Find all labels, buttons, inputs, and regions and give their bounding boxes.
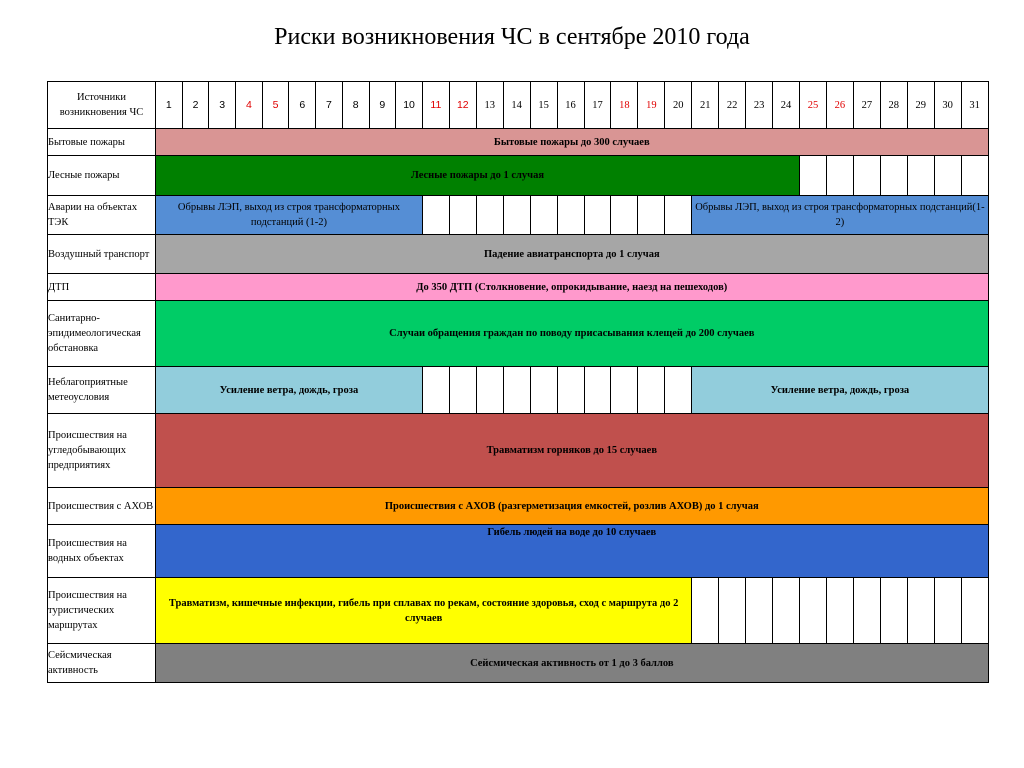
row-source-label: Происшествия на туристических маршрутах bbox=[48, 578, 156, 644]
empty-day-cell bbox=[853, 578, 880, 644]
empty-day-cell bbox=[934, 156, 961, 196]
day-header-11: 11 bbox=[422, 82, 449, 129]
risk-bar: Лесные пожары до 1 случая bbox=[156, 156, 800, 196]
empty-day-cell bbox=[746, 578, 773, 644]
day-header-15: 15 bbox=[530, 82, 557, 129]
table-row bbox=[48, 488, 989, 525]
table-row bbox=[48, 525, 989, 578]
table-row bbox=[48, 235, 989, 274]
empty-day-cell bbox=[665, 196, 692, 235]
day-header-19: 19 bbox=[638, 82, 665, 129]
table-row bbox=[48, 414, 989, 488]
day-header-13: 13 bbox=[476, 82, 503, 129]
risk-bar: Гибель людей на воде до 10 случаев bbox=[156, 525, 989, 578]
table-row bbox=[48, 367, 989, 414]
day-header-12: 12 bbox=[449, 82, 476, 129]
day-header-17: 17 bbox=[584, 82, 611, 129]
day-header-5: 5 bbox=[262, 82, 289, 129]
table-row bbox=[48, 578, 989, 644]
row-source-label: Происшествия на водных объектах bbox=[48, 525, 156, 578]
row-source-label: Лесные пожары bbox=[48, 156, 156, 196]
empty-day-cell bbox=[530, 367, 557, 414]
empty-day-cell bbox=[422, 367, 449, 414]
empty-day-cell bbox=[476, 367, 503, 414]
row-source-label: Санитарно-эпидимеологическая обстановка bbox=[48, 301, 156, 367]
empty-day-cell bbox=[880, 578, 907, 644]
risk-table bbox=[47, 81, 989, 683]
day-header-8: 8 bbox=[342, 82, 369, 129]
empty-day-cell bbox=[557, 196, 584, 235]
day-header-4: 4 bbox=[236, 82, 263, 129]
day-header-24: 24 bbox=[773, 82, 800, 129]
empty-day-cell bbox=[503, 196, 530, 235]
day-header-22: 22 bbox=[719, 82, 746, 129]
header-source-label: Источники возникновения ЧС bbox=[48, 82, 156, 129]
risk-bar: Обрывы ЛЭП, выход из строя трансформаторных подстанций (1-2) bbox=[156, 196, 423, 235]
day-header-31: 31 bbox=[961, 82, 988, 129]
empty-day-cell bbox=[449, 196, 476, 235]
header-row bbox=[48, 82, 989, 129]
row-source-label: Аварии на объектах ТЭК bbox=[48, 196, 156, 235]
empty-day-cell bbox=[961, 578, 988, 644]
risk-bar: Усиление ветра, дождь, гроза bbox=[692, 367, 988, 414]
empty-day-cell bbox=[611, 367, 638, 414]
table-row bbox=[48, 156, 989, 196]
empty-day-cell bbox=[530, 196, 557, 235]
risk-bar: Бытовые пожары до 300 случаев bbox=[156, 129, 989, 156]
day-header-2: 2 bbox=[182, 82, 209, 129]
day-header-27: 27 bbox=[853, 82, 880, 129]
empty-day-cell bbox=[584, 196, 611, 235]
row-source-label: Воздушный транспорт bbox=[48, 235, 156, 274]
empty-day-cell bbox=[557, 367, 584, 414]
empty-day-cell bbox=[665, 367, 692, 414]
day-header-16: 16 bbox=[557, 82, 584, 129]
empty-day-cell bbox=[584, 367, 611, 414]
table-row bbox=[48, 129, 989, 156]
risk-bar: Травматизм, кишечные инфекции, гибель при сплавах по рекам, состояние здоровья, сход с маршрута до 2 случаев bbox=[156, 578, 692, 644]
risk-bar: Случаи обращения граждан по поводу присасывания клещей до 200 случаев bbox=[156, 301, 989, 367]
row-source-label: Бытовые пожары bbox=[48, 129, 156, 156]
empty-day-cell bbox=[719, 578, 746, 644]
day-header-3: 3 bbox=[209, 82, 236, 129]
row-source-label: ДТП bbox=[48, 274, 156, 301]
day-header-14: 14 bbox=[503, 82, 530, 129]
empty-day-cell bbox=[880, 156, 907, 196]
risk-bar: Падение авиатранспорта до 1 случая bbox=[156, 235, 989, 274]
empty-day-cell bbox=[800, 578, 827, 644]
table-row bbox=[48, 301, 989, 367]
empty-day-cell bbox=[826, 156, 853, 196]
empty-day-cell bbox=[476, 196, 503, 235]
empty-day-cell bbox=[638, 196, 665, 235]
row-source-label: Происшествия на угледобывающих предприятиях bbox=[48, 414, 156, 488]
row-source-label: Происшествия с АХОВ bbox=[48, 488, 156, 525]
page-title: Риски возникновения ЧС в сентябре 2010 года bbox=[274, 24, 750, 50]
empty-day-cell bbox=[907, 578, 934, 644]
day-header-29: 29 bbox=[907, 82, 934, 129]
empty-day-cell bbox=[638, 367, 665, 414]
row-source-label: Сейсмическая активность bbox=[48, 644, 156, 683]
row-source-label: Неблагоприятные метеоусловия bbox=[48, 367, 156, 414]
table-row bbox=[48, 274, 989, 301]
day-header-21: 21 bbox=[692, 82, 719, 129]
day-header-26: 26 bbox=[826, 82, 853, 129]
risk-bar: Обрывы ЛЭП, выход из строя трансформаторных подстанций(1-2) bbox=[692, 196, 988, 235]
empty-day-cell bbox=[826, 578, 853, 644]
empty-day-cell bbox=[934, 578, 961, 644]
empty-day-cell bbox=[800, 156, 827, 196]
day-header-1: 1 bbox=[156, 82, 183, 129]
risk-bar: Усиление ветра, дождь, гроза bbox=[156, 367, 423, 414]
day-header-18: 18 bbox=[611, 82, 638, 129]
day-header-10: 10 bbox=[396, 82, 423, 129]
empty-day-cell bbox=[961, 156, 988, 196]
risk-bar: Происшествия с АХОВ (разгерметизация емкостей, розлив АХОВ) до 1 случая bbox=[156, 488, 989, 525]
table-row bbox=[48, 196, 989, 235]
risk-bar: Травматизм горняков до 15 случаев bbox=[156, 414, 989, 488]
empty-day-cell bbox=[422, 196, 449, 235]
empty-day-cell bbox=[503, 367, 530, 414]
empty-day-cell bbox=[907, 156, 934, 196]
empty-day-cell bbox=[692, 578, 719, 644]
day-header-9: 9 bbox=[369, 82, 396, 129]
empty-day-cell bbox=[773, 578, 800, 644]
day-header-7: 7 bbox=[316, 82, 343, 129]
day-header-28: 28 bbox=[880, 82, 907, 129]
day-header-20: 20 bbox=[665, 82, 692, 129]
empty-day-cell bbox=[853, 156, 880, 196]
day-header-23: 23 bbox=[746, 82, 773, 129]
day-header-6: 6 bbox=[289, 82, 316, 129]
empty-day-cell bbox=[449, 367, 476, 414]
risk-bar: Сейсмическая активность от 1 до 3 баллов bbox=[156, 644, 989, 683]
day-header-25: 25 bbox=[800, 82, 827, 129]
day-header-30: 30 bbox=[934, 82, 961, 129]
table-row bbox=[48, 644, 989, 683]
empty-day-cell bbox=[611, 196, 638, 235]
risk-bar: До 350 ДТП (Столкновение, опрокидывание, наезд на пешеходов) bbox=[156, 274, 989, 301]
